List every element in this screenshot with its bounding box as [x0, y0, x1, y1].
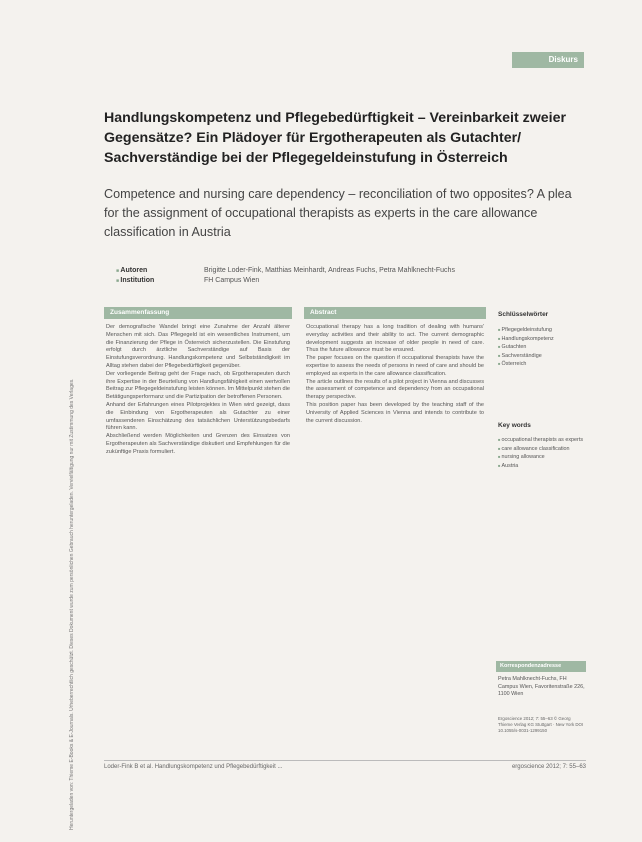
- keywords-en-list: [498, 436, 586, 470]
- footer-divider: [104, 760, 586, 761]
- title-english: Competence and nursing care dependency – reconciliation of two opposites? A plea for the assignment of occupational therapists as experts in the care allowance classification in Austria: [104, 187, 572, 239]
- authors-row: [116, 266, 556, 276]
- article-meta: [116, 266, 556, 286]
- keyword-item: ■ Österreich: [498, 360, 586, 369]
- keyword-item: ■ Austria: [498, 462, 586, 471]
- footer-running-title: Loder-Fink B et al. Handlungskompetenz und Pflegebedürftigkeit ...: [104, 764, 283, 770]
- keywords-de-heading: Schlüsselwörter: [498, 311, 549, 318]
- zusammenfassung-paragraph: Der vorliegende Beitrag geht der Frage nach, ob Ergotherapeuten durch ihre Expertise in der Beurteilung von Handlungsfähigkeit einen wertvollen Beitrag zur Pflegegeldeinstufung leisten können. Im Mittelpunkt stehen die Betätigungsperformanz und die Partizipation der betroffenen Personen.: [106, 370, 290, 401]
- correspondence-heading: Korrespondenzadresse: [496, 661, 586, 672]
- institution-value: FH Campus Wien: [204, 277, 260, 284]
- authors-value: Brigitte Loder-Fink, Matthias Meinhardt, Andreas Fuchs, Petra Mahlknecht-Fuchs: [204, 267, 455, 274]
- keyword-item: ■ Sachverständige: [498, 352, 586, 361]
- keywords-de-list: [498, 326, 586, 369]
- keyword-item: ■ care allowance classification: [498, 445, 586, 454]
- keyword-item: ■ Pflegegeldeinstufung: [498, 326, 586, 335]
- keyword-item: ■ occupational therapists as experts: [498, 436, 586, 445]
- abstract-heading: Abstract: [304, 307, 486, 319]
- zusammenfassung-heading: Zusammenfassung: [104, 307, 292, 319]
- footer-citation: ergoscience 2012; 7: 55–63: [511, 764, 586, 770]
- keyword-item: ■ Handlungskompetenz: [498, 335, 586, 344]
- abstract-paragraph: Occupational therapy has a long tradition of dealing with humans' everyday activities and their ability to act. The current demographic development suggests an increase of older people in need of care. Thus the future allowance must be ensured.: [306, 324, 484, 354]
- zusammenfassung-body: [106, 324, 290, 457]
- keywords-en-heading: Key words: [498, 422, 531, 429]
- section-tag: Diskurs: [512, 52, 584, 68]
- zusammenfassung-paragraph: Anhand der Erfahrungen eines Pilotprojektes in Wien wird gezeigt, dass die Einbindung von Ergotherapeuten als Gutachter zu einer umfassenderen Einschätzung des tatsächlichen Unterstützungsbedarfs führen kann.: [106, 401, 290, 432]
- keyword-item: ■ nursing allowance: [498, 453, 586, 462]
- zusammenfassung-paragraph: Abschließend werden Möglichkeiten und Grenzen des Einsatzes von Ergotherapeuten als Sachverständige diskutiert und Empfehlungen für die zukünftige Praxis formuliert.: [106, 433, 290, 455]
- keyword-item: ■ Gutachten: [498, 343, 586, 352]
- correspondence-address: Petra Mahlknecht-Fuchs, FH Campus Wien, Favoritenstraße 226, 1100 Wien: [498, 676, 585, 698]
- institution-label: ■ Institution: [116, 276, 204, 286]
- abstract-paragraph: This position paper has been developed by the teaching staff of the University of Applied Sciences in Vienna and intends to contribute to the current discussion.: [306, 401, 484, 424]
- title-german: Handlungskompetenz und Pflegebedürftigkeit – Vereinbarkeit zweier Gegensätze? Ein Plädoyer für Ergotherapeuten als Gutachter/ Sachverständige bei der Pflegegeldeinstufung in Österreich: [104, 110, 566, 166]
- abstract-paragraph: The article outlines the results of a pilot project in Vienna and discusses the assessment of competence and dependency from an occupational therapy perspective.: [306, 378, 484, 401]
- abstract-body: [306, 324, 484, 425]
- zusammenfassung-paragraph: Der demografische Wandel bringt eine Zunahme der Anzahl älterer Menschen mit sich. Das Pflegegeld ist ein wesentliches Instrument, um die Finanzierung der Pflege in Österreich sicherzustellen. Die Einstufung erfolgt durch ärztliche Sachverständige auf Basis der Einstufungsverordnung. Handlungskompetenz und Selbstständigkeit im Alltag stehen dabei der Pflegebedürftigkeit gegenüber.: [106, 324, 290, 369]
- institution-row: [116, 276, 556, 286]
- sidebar-download-notice: Heruntergeladen von: Thieme E-Books & E-Journals. Urheberrechtlich geschützt. Dieses Dokument wurde zum persönlichen Gebrauch heruntergeladen. Vervielfältigung nur mit Zustimmung des Verlages.: [69, 378, 75, 830]
- bibliographic-info: Ergoscience 2012; 7: 55–63 © Georg Thieme Verlag KG Stuttgart · New York DOI 10.1055/s-0031-1299150: [498, 716, 584, 733]
- abstract-paragraph: The paper focuses on the question if occupational therapists have the expertise to assess the needs of persons in need of care and should be employed as experts in the care allowance classification.: [306, 355, 484, 377]
- authors-label: ■ Autoren: [116, 266, 204, 276]
